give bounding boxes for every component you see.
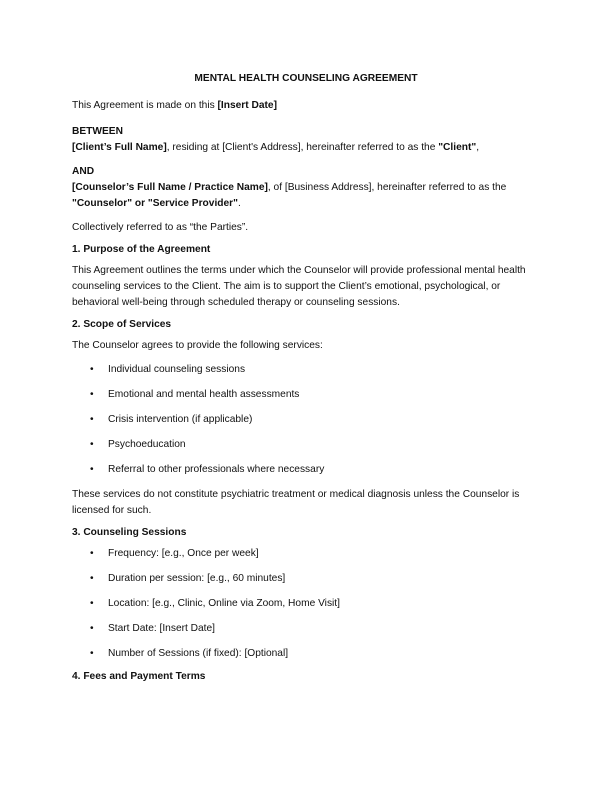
section-heading-sessions: 3. Counseling Sessions (72, 527, 187, 538)
bullet-icon: • (90, 414, 94, 425)
list-item (90, 646, 540, 662)
client-party-line (72, 140, 540, 156)
and-label: AND (72, 166, 95, 177)
list-item-text: Start Date: [Insert Date] (108, 623, 216, 634)
bullet-icon: • (90, 623, 94, 634)
intro-text: This Agreement is made on this (72, 100, 218, 111)
section-heading-purpose: 1. Purpose of the Agreement (72, 244, 211, 255)
counselor-address-text: , of [Business Address], hereinafter referred to as the (267, 182, 507, 193)
list-item-text: Number of Sessions (if fixed): [Optional] (108, 648, 289, 659)
bullet-icon: • (90, 389, 94, 400)
services-list (72, 362, 540, 478)
list-item (90, 621, 540, 637)
list-item (90, 362, 540, 378)
bullet-icon: • (90, 598, 94, 609)
list-item (90, 546, 540, 562)
list-item-text: Psychoeducation (108, 439, 186, 450)
bullet-icon: • (90, 573, 94, 584)
counselor-party-line (72, 180, 540, 212)
bullet-icon: • (90, 548, 94, 559)
list-item-text: Duration per session: [e.g., 60 minutes] (108, 573, 286, 584)
list-item-text: Individual counseling sessions (108, 364, 246, 375)
client-residence-text: , residing at [Client's Address], hereinafter referred to as the (166, 142, 439, 153)
agreement-date-line (72, 98, 540, 114)
list-item-text: Frequency: [e.g., Once per week] (108, 548, 259, 559)
list-item (90, 596, 540, 612)
list-item (90, 412, 540, 428)
list-item (90, 437, 540, 453)
list-item (90, 387, 540, 403)
purpose-paragraph: This Agreement outlines the terms under which the Counselor will provide professional mental health counseling services to the Client. The aim is to support the Client’s emotional, psychological, or behavioral well-being through scheduled therapy or counseling sessions. (72, 265, 526, 308)
list-item-text: Emotional and mental health assessments (108, 389, 300, 400)
section-heading-scope: 2. Scope of Services (72, 319, 172, 330)
bullet-icon: • (90, 439, 94, 450)
bullet-icon: • (90, 648, 94, 659)
bullet-icon: • (90, 464, 94, 475)
list-item-text: Referral to other professionals where necessary (108, 464, 325, 475)
counselor-role: "Counselor" or "Service Provider" (72, 198, 238, 209)
client-line-end: , (476, 142, 480, 153)
sessions-list (72, 546, 540, 662)
client-name-placeholder: [Client’s Full Name] (72, 142, 167, 153)
counselor-line-end: . (237, 198, 241, 209)
document-title: MENTAL HEALTH COUNSELING AGREEMENT (194, 73, 418, 84)
list-item (90, 571, 540, 587)
client-role: "Client" (438, 142, 477, 153)
scope-intro: The Counselor agrees to provide the following services: (72, 340, 323, 351)
section-heading-fees: 4. Fees and Payment Terms (72, 671, 206, 682)
between-label: BETWEEN (72, 126, 123, 137)
list-item-text: Crisis intervention (if applicable) (108, 414, 253, 425)
agreement-date-placeholder: [Insert Date] (217, 100, 277, 111)
counselor-name-placeholder: [Counselor’s Full Name / Practice Name] (72, 182, 268, 193)
list-item-text: Location: [e.g., Clinic, Online via Zoom, Home Visit] (108, 598, 340, 609)
scope-note: These services do not constitute psychiatric treatment or medical diagnosis unless the Counselor is licensed for such. (72, 489, 520, 516)
list-item (90, 462, 540, 478)
collective-reference: Collectively referred to as “the Parties”. (72, 222, 249, 233)
bullet-icon: • (90, 364, 94, 375)
